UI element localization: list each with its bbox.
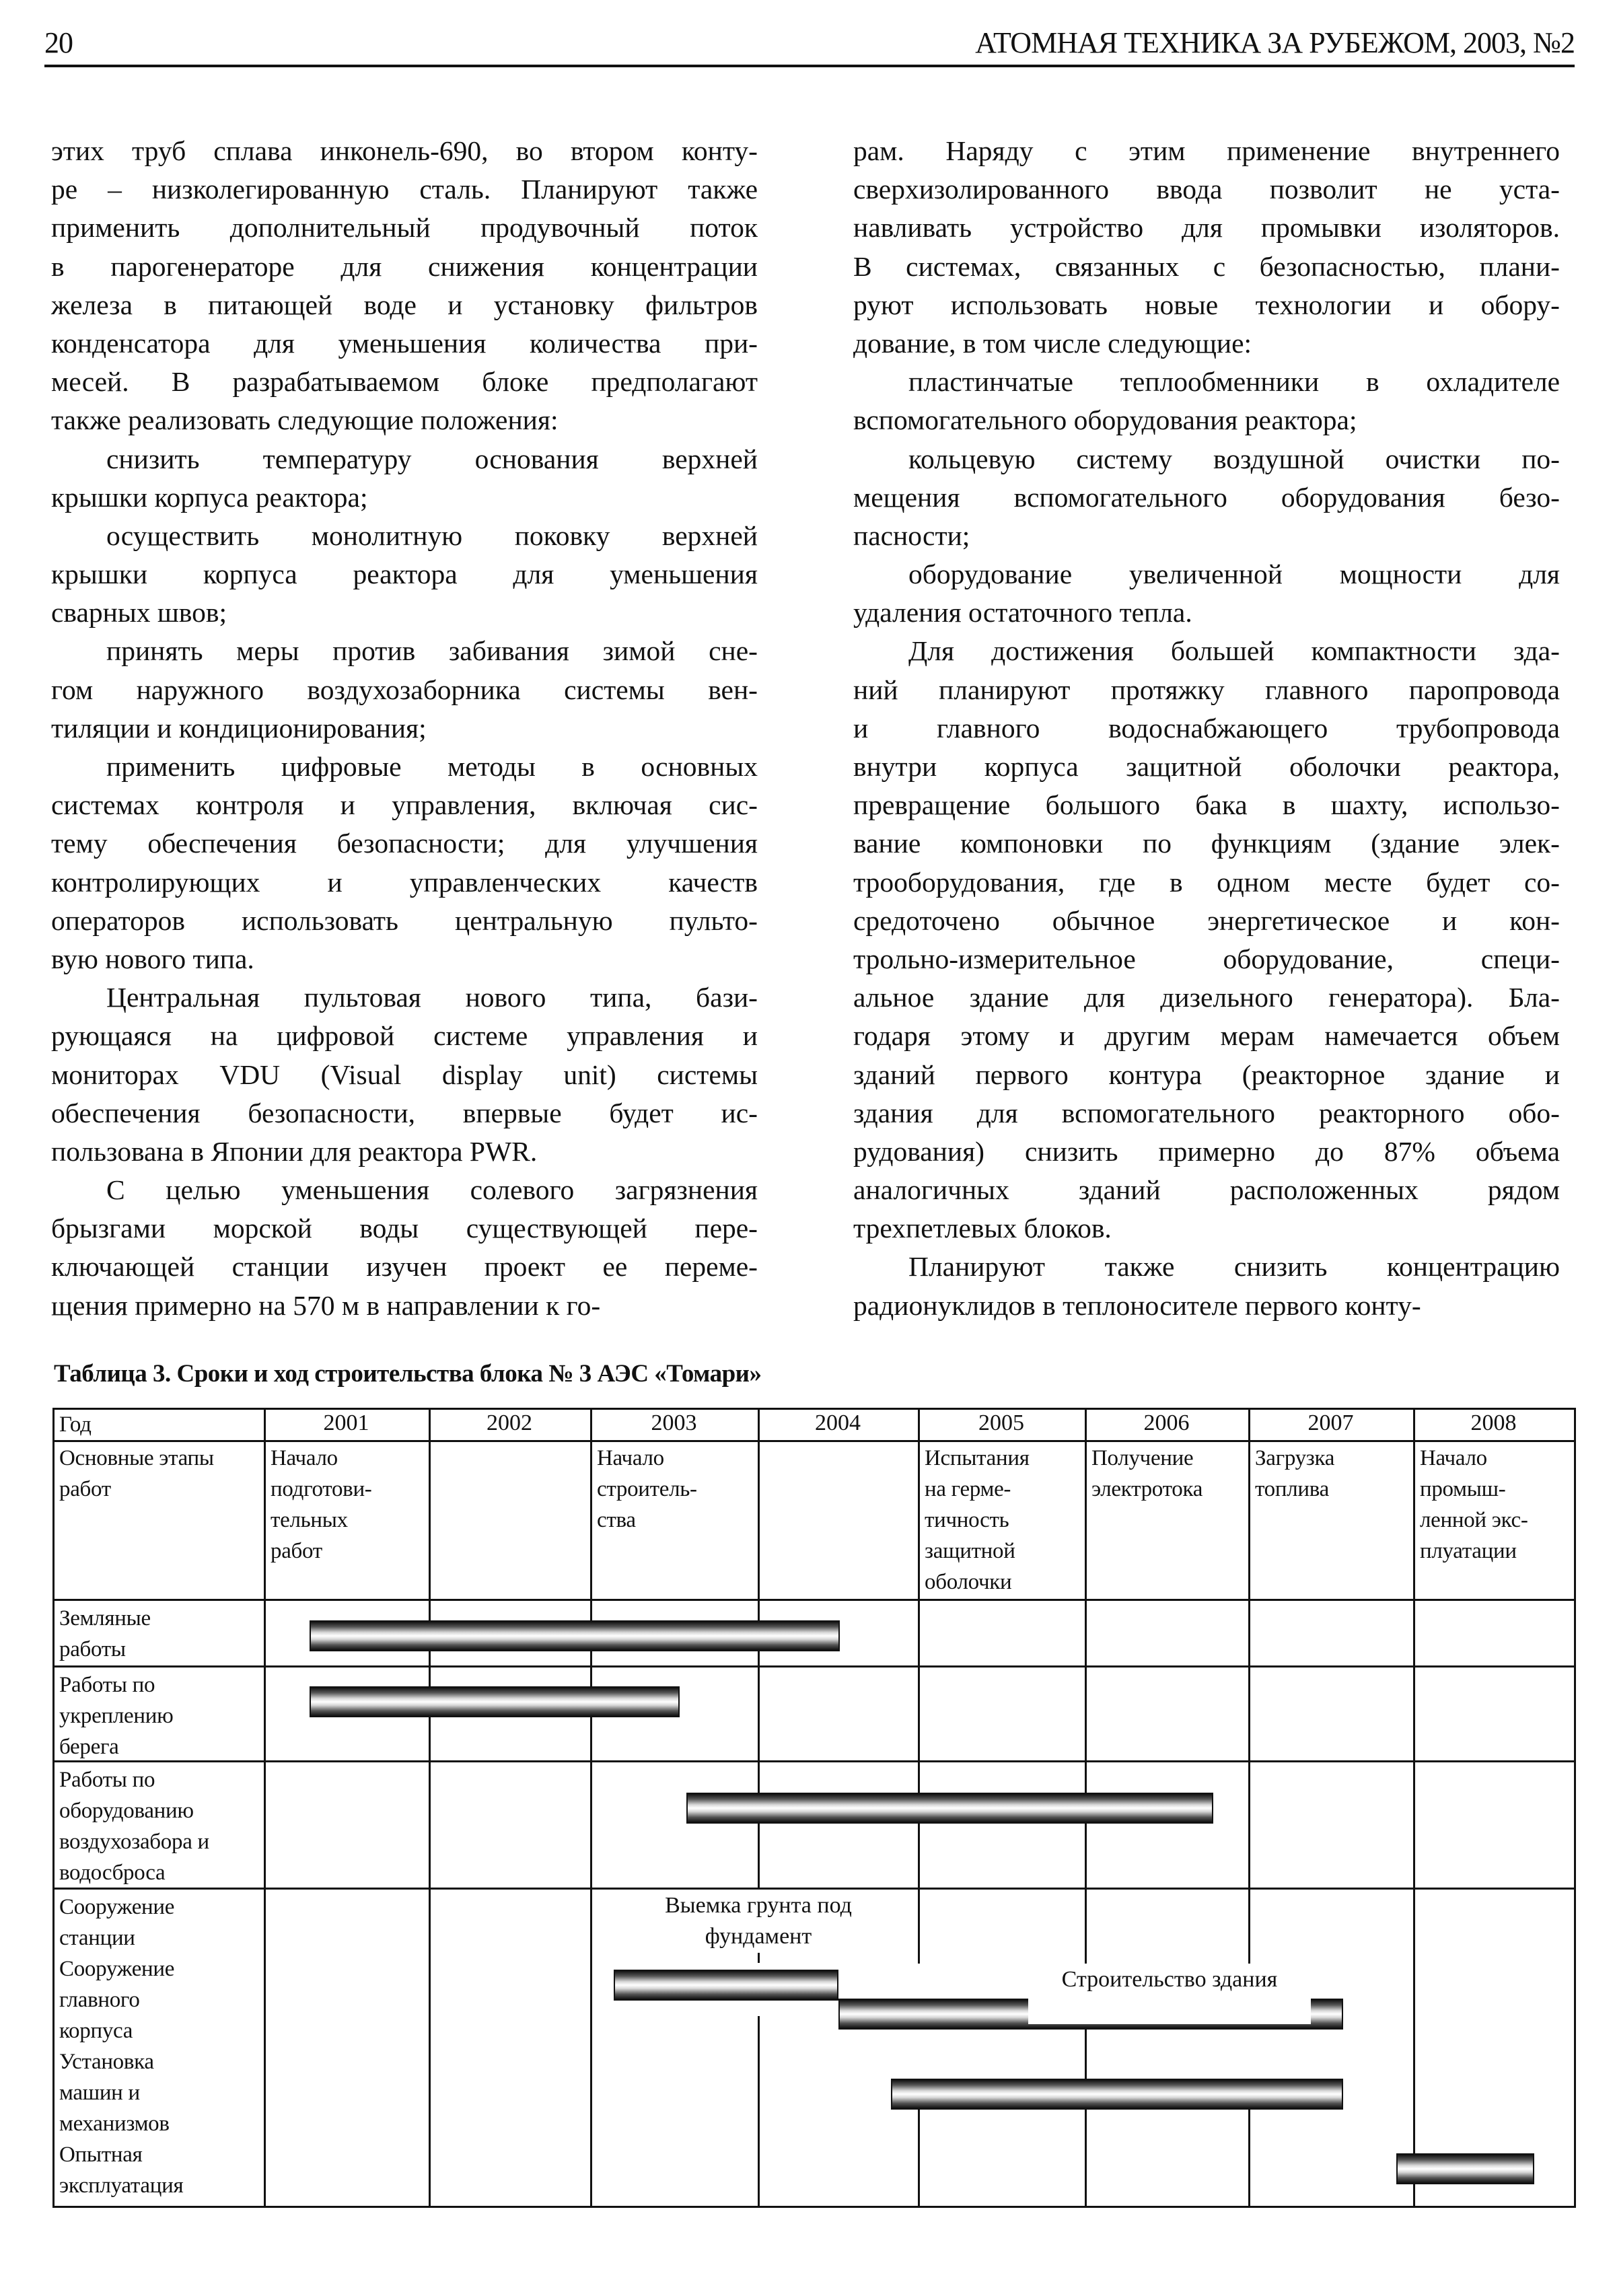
text-line: ний планируют протяжку главного паропровода: [853, 674, 1560, 705]
row-label-line: Сооружение: [59, 1957, 175, 1981]
text-line: контролирующих и управленческих качеств: [51, 866, 758, 898]
text-line: годаря этому и другим мерам намечается объем: [853, 1020, 1560, 1052]
milestone-2001-line: тельных: [271, 1508, 348, 1532]
column-divider: [918, 2108, 920, 2207]
text-line: снизить температуру основания верхней: [106, 443, 758, 474]
column-divider: [1248, 2108, 1250, 2207]
row-divider: [52, 1760, 1576, 1762]
text-line: крышки корпуса реактора;: [51, 481, 368, 513]
text-line: мониторах VDU (Visual display unit) системы: [51, 1059, 758, 1090]
bar-equipment-installation: [891, 2079, 1343, 2110]
milestone-2008-line: плуатации: [1420, 1539, 1517, 1563]
row-label-line: воздухозабора и: [59, 1830, 209, 1854]
row-label-line: машин и: [59, 2081, 140, 2105]
text-line: трооборудования, где в одном месте будет со-: [853, 866, 1560, 898]
table-border-bottom: [52, 2206, 1576, 2208]
year-header: Год: [59, 1412, 92, 1437]
column-divider: [1413, 1408, 1415, 2207]
column-divider: [918, 1408, 920, 1964]
text-line: аналогичных зданий расположенных рядом: [853, 1174, 1560, 1206]
bar-intake-outfall-works: [686, 1793, 1213, 1824]
row-label-line: Установка: [59, 2050, 154, 2074]
construction-label: Строительство здания: [1028, 1964, 1311, 2024]
text-line: трольно-измерительное оборудование, специ-: [853, 943, 1560, 974]
text-line: рующаяся на цифровой системе управления и: [51, 1020, 758, 1052]
text-line: операторов использовать центральную пульто-: [51, 904, 758, 936]
milestone-2005-line: тичность: [925, 1508, 1009, 1532]
column-divider: [758, 2016, 760, 2207]
milestone-2001-line: подготови-: [271, 1477, 372, 1501]
column-divider: [1248, 1408, 1250, 1964]
text-line: трехпетлевых блоков.: [853, 1213, 1112, 1244]
row-label-line: корпуса: [59, 2019, 133, 2043]
text-line: железа в питающей воде и установку фильтров: [51, 289, 758, 320]
year-2008: 2008: [1470, 1410, 1517, 1435]
column-divider: [758, 1408, 760, 1963]
row-label-line: водосброса: [59, 1861, 166, 1885]
row-divider: [52, 1440, 1576, 1442]
text-line: руют использовать новые технологии и обору-: [853, 289, 1560, 320]
row-label-line: Опытная: [59, 2143, 143, 2167]
text-line: рам. Наряду с этим применение внутреннего: [853, 135, 1560, 166]
row-label-line: Работы по: [59, 1673, 155, 1697]
milestone-2005-line: Испытания: [925, 1446, 1030, 1470]
row-divider: [52, 1665, 1576, 1667]
milestone-2005-line: на герме-: [925, 1477, 1011, 1501]
row-label-line: механизмов: [59, 2112, 170, 2136]
milestones-header-line2: работ: [59, 1477, 111, 1501]
text-line: кольцевую систему воздушной очистки по-: [908, 443, 1560, 474]
text-line: гом наружного воздухозаборника системы вен-: [51, 674, 758, 705]
milestones-header-line1: Основные этапы: [59, 1446, 214, 1470]
text-line: применить дополнительный продувочный поток: [51, 212, 758, 244]
text-line: внутри корпуса защитной оболочки реактора,: [853, 751, 1560, 782]
text-line: также реализовать следующие положения:: [51, 404, 559, 436]
row-label-line: Работы по: [59, 1768, 155, 1792]
row-label-line: Сооружение: [59, 1895, 175, 1919]
header-divider: [44, 65, 1575, 67]
text-line: и главного водоснабжающего трубопровода: [853, 712, 1560, 744]
row-label-line: Земляные: [59, 1606, 151, 1630]
text-line: в парогенераторе для снижения концентрации: [51, 250, 758, 282]
milestone-2006-line: Получение: [1091, 1446, 1194, 1470]
year-2004: 2004: [815, 1410, 861, 1435]
excavation-label-line2: фундамент: [681, 1921, 836, 1953]
text-line: пользована в Японии для реактора PWR.: [51, 1135, 538, 1167]
text-line: сверхизолированного ввода позволит не уста-: [853, 174, 1560, 205]
row-label-line: эксплуатация: [59, 2174, 184, 2198]
milestone-2003-line: строитель-: [597, 1477, 697, 1501]
text-line: конденсатора для уменьшения количества при-: [51, 327, 758, 359]
text-line: обеспечения безопасности, впервые будет ис-: [51, 1097, 758, 1128]
table-caption: Таблица 3. Сроки и ход строительства блока № 3 АЭС «Томари»: [54, 1360, 762, 1388]
year-2006: 2006: [1143, 1410, 1190, 1435]
text-line: щения примерно на 570 м в направлении к го-: [51, 1289, 601, 1321]
text-line: осуществить монолитную поковку верхней: [106, 519, 758, 551]
excavation-label-line1: Выемка грунта под: [634, 1890, 883, 1922]
bar-trial-operation: [1396, 2153, 1534, 2184]
milestone-2001-line: работ: [271, 1539, 322, 1563]
text-line: радионуклидов в теплоносителе первого конту-: [853, 1289, 1421, 1321]
text-line: брызгами морской воды существующей пере-: [51, 1213, 758, 1244]
page-header: [44, 20, 1575, 67]
text-line: вание компоновки по функциям (здание элек-: [853, 828, 1560, 859]
row-label-line: работы: [59, 1637, 126, 1661]
text-line: ключающей станции изучен проект ее переме-: [51, 1251, 758, 1283]
milestone-2007-line: топлива: [1255, 1477, 1329, 1501]
text-line: Планируют также снизить концентрацию: [908, 1251, 1560, 1283]
text-line: рудования) снизить примерно до 87% объема: [853, 1135, 1560, 1167]
year-2005: 2005: [978, 1410, 1024, 1435]
year-2001: 2001: [323, 1410, 369, 1435]
journal-title: АТОМНАЯ ТЕХНИКА ЗА РУБЕЖОМ, 2003, №2: [975, 26, 1575, 59]
text-line: тиляции и кондиционирования;: [51, 712, 427, 744]
bar-foundation-excavation: [614, 1970, 838, 2001]
row-label-line: оборудованию: [59, 1799, 194, 1823]
text-line: Для достижения большей компактности зда-: [908, 635, 1560, 667]
text-line: сварных швов;: [51, 597, 227, 629]
text-line: средоточено обычное энергетическое и кон-: [853, 904, 1560, 936]
text-line: С целью уменьшения солевого загрязнения: [106, 1174, 758, 1206]
text-line: превращение большого бака в шахту, использо-: [853, 789, 1560, 821]
text-line: оборудование увеличенной мощности для: [908, 559, 1560, 590]
text-line: навливать устройство для промывки изоляторов.: [853, 212, 1560, 244]
milestone-2006-line: электротока: [1091, 1477, 1203, 1501]
text-line: принять меры против забивания зимой сне-: [106, 635, 758, 667]
column-divider: [590, 1408, 592, 2207]
text-line: альное здание для дизельного генератора). Бла-: [853, 982, 1560, 1013]
text-line: вспомогательного оборудования реактора;: [853, 404, 1357, 436]
table-border-left: [52, 1408, 55, 2207]
milestone-2003-line: Начало: [597, 1446, 664, 1470]
text-line: этих труб сплава инконель-690, во втором конту-: [51, 135, 758, 166]
milestone-2007-line: Загрузка: [1255, 1446, 1335, 1470]
year-2003: 2003: [651, 1410, 697, 1435]
year-2002: 2002: [487, 1410, 532, 1435]
text-line: месей. В разрабатываемом блоке предполагают: [51, 366, 758, 398]
left-text-column: [51, 132, 758, 1325]
row-label-line: станции: [59, 1926, 135, 1950]
text-line: В системах, связанных с безопасностью, плани-: [853, 250, 1560, 282]
bar-shore-reinforcement: [310, 1686, 680, 1717]
text-line: ре – низколегированную сталь. Планируют также: [51, 174, 758, 205]
text-line: Центральная пультовая нового типа, бази-: [106, 982, 758, 1013]
text-line: пасности;: [853, 519, 970, 551]
row-label-line: берега: [59, 1735, 119, 1759]
row-divider: [52, 1599, 1576, 1601]
milestone-2001-line: Начало: [271, 1446, 338, 1470]
text-line: зданий первого контура (реакторное здание и: [853, 1059, 1560, 1090]
milestone-2008-line: промыш-: [1420, 1477, 1506, 1501]
text-line: применить цифровые методы в основных: [106, 751, 758, 782]
row-label-line: главного: [59, 1988, 140, 2012]
row-label-line: укреплению: [59, 1704, 174, 1728]
milestone-2005-line: защитной: [925, 1539, 1015, 1563]
column-divider: [264, 1408, 266, 2207]
text-line: системах контроля и управления, включая сис-: [51, 789, 758, 821]
column-divider: [429, 1408, 431, 2207]
text-line: вую нового типа.: [51, 943, 254, 974]
right-text-column: [853, 132, 1560, 1325]
milestone-2008-line: ленной экс-: [1420, 1508, 1528, 1532]
table-border-right: [1574, 1408, 1576, 2207]
year-2007: 2007: [1307, 1410, 1354, 1435]
milestone-2005-line: оболочки: [925, 1570, 1012, 1594]
table-border-top: [52, 1408, 1576, 1410]
text-line: крышки корпуса реактора для уменьшения: [51, 559, 758, 590]
text-line: здания для вспомогательного реакторного обо-: [853, 1097, 1560, 1128]
text-line: удаления остаточного тепла.: [853, 597, 1192, 629]
construction-schedule-table: [52, 1408, 1576, 2207]
milestone-2008-line: Начало: [1420, 1446, 1487, 1470]
milestone-2003-line: ства: [597, 1508, 636, 1532]
page-number: 20: [44, 26, 73, 59]
bar-earthworks: [310, 1620, 840, 1651]
text-line: тему обеспечения безопасности; для улучшения: [51, 828, 758, 859]
text-line: мещения вспомогательного оборудования безо-: [853, 481, 1560, 513]
text-line: дование, в том числе следующие:: [853, 327, 1252, 359]
text-line: пластинчатые теплообменники в охладителе: [908, 366, 1560, 398]
